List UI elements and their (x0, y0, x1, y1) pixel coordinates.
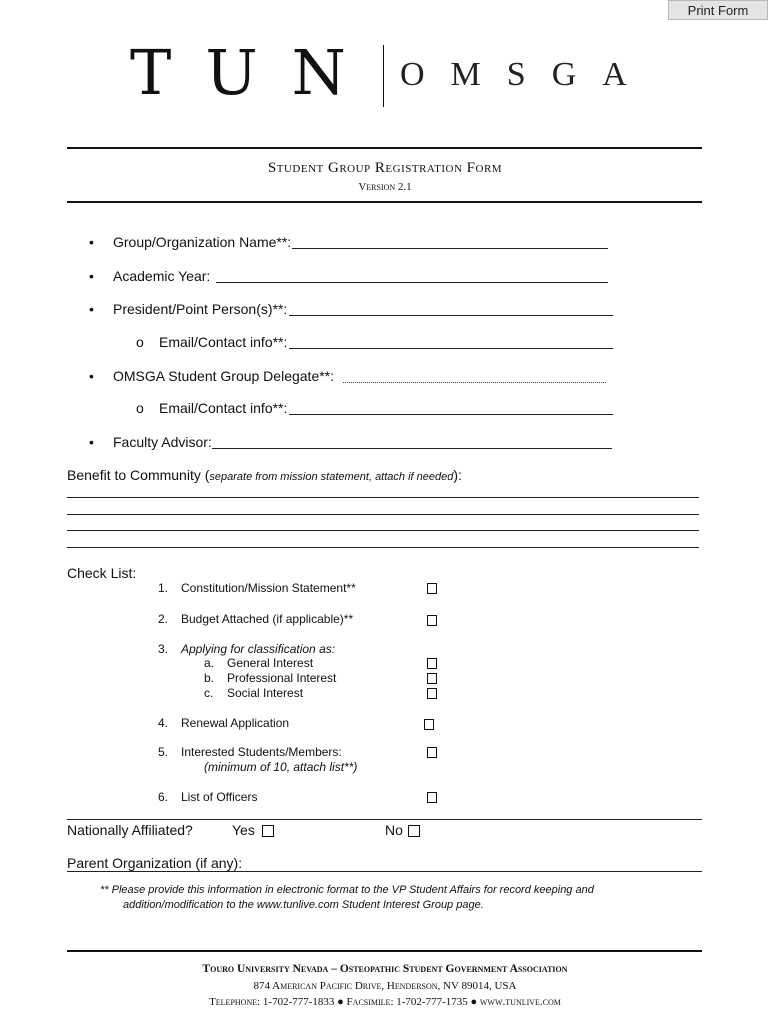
checklist-number: 1. (158, 581, 169, 595)
circle-bullet-icon: o (136, 334, 144, 350)
sub-letter: c. (204, 686, 214, 700)
checklist-number: 6. (158, 790, 169, 804)
footer-contact: Telephone: 1-702-777-1833 ● Facsimile: 1-702-777-1735 ● www.tunlive.com (209, 996, 561, 1008)
footer-rule (67, 950, 702, 952)
checklist-number: 5. (158, 745, 169, 759)
form-version: Version 2.1 (358, 181, 412, 193)
faculty-advisor-field[interactable] (212, 448, 612, 449)
benefit-label: Benefit to Community (separate from mission statement, attach if needed): (67, 467, 462, 483)
president-field[interactable] (289, 315, 613, 316)
sub-item-general-interest: General Interest (227, 656, 314, 670)
benefit-line-4[interactable] (67, 547, 699, 548)
header-top-rule (67, 147, 702, 149)
group-name-label: Group/Organization Name**: (113, 234, 292, 250)
no-label: No (385, 822, 403, 838)
note-line-2: addition/modification to the www.tunlive.com Student Interest Group page. (123, 899, 484, 911)
president-email-field[interactable] (289, 348, 613, 349)
bullet-icon: • (89, 234, 94, 250)
yes-label: Yes (232, 822, 255, 838)
bullet-icon: • (89, 434, 94, 450)
group-name-field[interactable] (292, 248, 608, 249)
interested-students-checkbox[interactable] (427, 747, 437, 758)
faculty-advisor-label: Faculty Advisor: (113, 434, 212, 450)
officers-checkbox[interactable] (427, 792, 437, 803)
no-checkbox[interactable] (408, 825, 420, 837)
bullet-icon: • (89, 268, 94, 284)
parent-organization-field[interactable] (67, 871, 702, 872)
benefit-line-2[interactable] (67, 514, 699, 515)
logo-tun: TUN (130, 36, 380, 109)
benefit-line-1[interactable] (67, 497, 699, 498)
benefit-line-3[interactable] (67, 530, 699, 531)
sub-letter: b. (204, 671, 215, 685)
professional-interest-checkbox[interactable] (427, 673, 437, 684)
budget-checkbox[interactable] (427, 615, 437, 626)
sub-item-social-interest: Social Interest (227, 686, 304, 700)
academic-year-label: Academic Year: (113, 268, 211, 284)
bullet-icon: • (89, 301, 94, 317)
footer-organization: Touro University Nevada – Osteopathic Student Government Association (202, 963, 568, 975)
checklist-item-renewal: Renewal Application (181, 716, 290, 730)
president-email-label: Email/Contact info**: (159, 334, 288, 350)
social-interest-checkbox[interactable] (427, 688, 437, 699)
print-form-button[interactable]: Print Form (668, 0, 768, 20)
checklist-number: 4. (158, 716, 169, 730)
nationally-affiliated-label: Nationally Affiliated? (67, 822, 193, 838)
checklist-item-classification: Applying for classification as: (181, 642, 336, 656)
logo-omsga: OMSGA (400, 56, 653, 93)
header-bottom-rule (67, 201, 702, 203)
yes-checkbox[interactable] (262, 825, 274, 837)
minimum-note: (minimum of 10, attach list**) (204, 760, 358, 774)
form-title: Student Group Registration Form (267, 160, 503, 176)
checklist-item-interested-students: Interested Students/Members: (181, 745, 342, 759)
renewal-checkbox[interactable] (424, 719, 434, 730)
general-interest-checkbox[interactable] (427, 658, 437, 669)
academic-year-field[interactable] (216, 282, 608, 283)
checklist-number: 2. (158, 612, 169, 626)
logo-divider (383, 45, 384, 107)
president-label: President/Point Person(s)**: (113, 301, 288, 317)
note-line-1: ** Please provide this information in electronic format to the VP Student Affairs for record keeping and (100, 884, 594, 896)
checklist-item-budget: Budget Attached (if applicable)** (181, 612, 354, 626)
delegate-label: OMSGA Student Group Delegate**: (113, 368, 335, 384)
section-rule (67, 819, 702, 820)
constitution-checkbox[interactable] (427, 583, 437, 594)
sub-item-professional-interest: Professional Interest (227, 671, 337, 685)
checklist-number: 3. (158, 642, 169, 656)
footer-address: 874 American Pacific Drive, Henderson, NV 89014, USA (253, 980, 517, 992)
delegate-email-field[interactable] (289, 414, 613, 415)
circle-bullet-icon: o (136, 400, 144, 416)
checklist-item-constitution: Constitution/Mission Statement** (181, 581, 356, 595)
sub-letter: a. (204, 656, 215, 670)
checklist-label: Check List: (67, 565, 137, 581)
bullet-icon: • (89, 368, 94, 384)
checklist-item-officers: List of Officers (181, 790, 258, 804)
parent-organization-label: Parent Organization (if any): (67, 855, 243, 871)
delegate-email-label: Email/Contact info**: (159, 400, 288, 416)
delegate-field[interactable] (343, 382, 606, 383)
